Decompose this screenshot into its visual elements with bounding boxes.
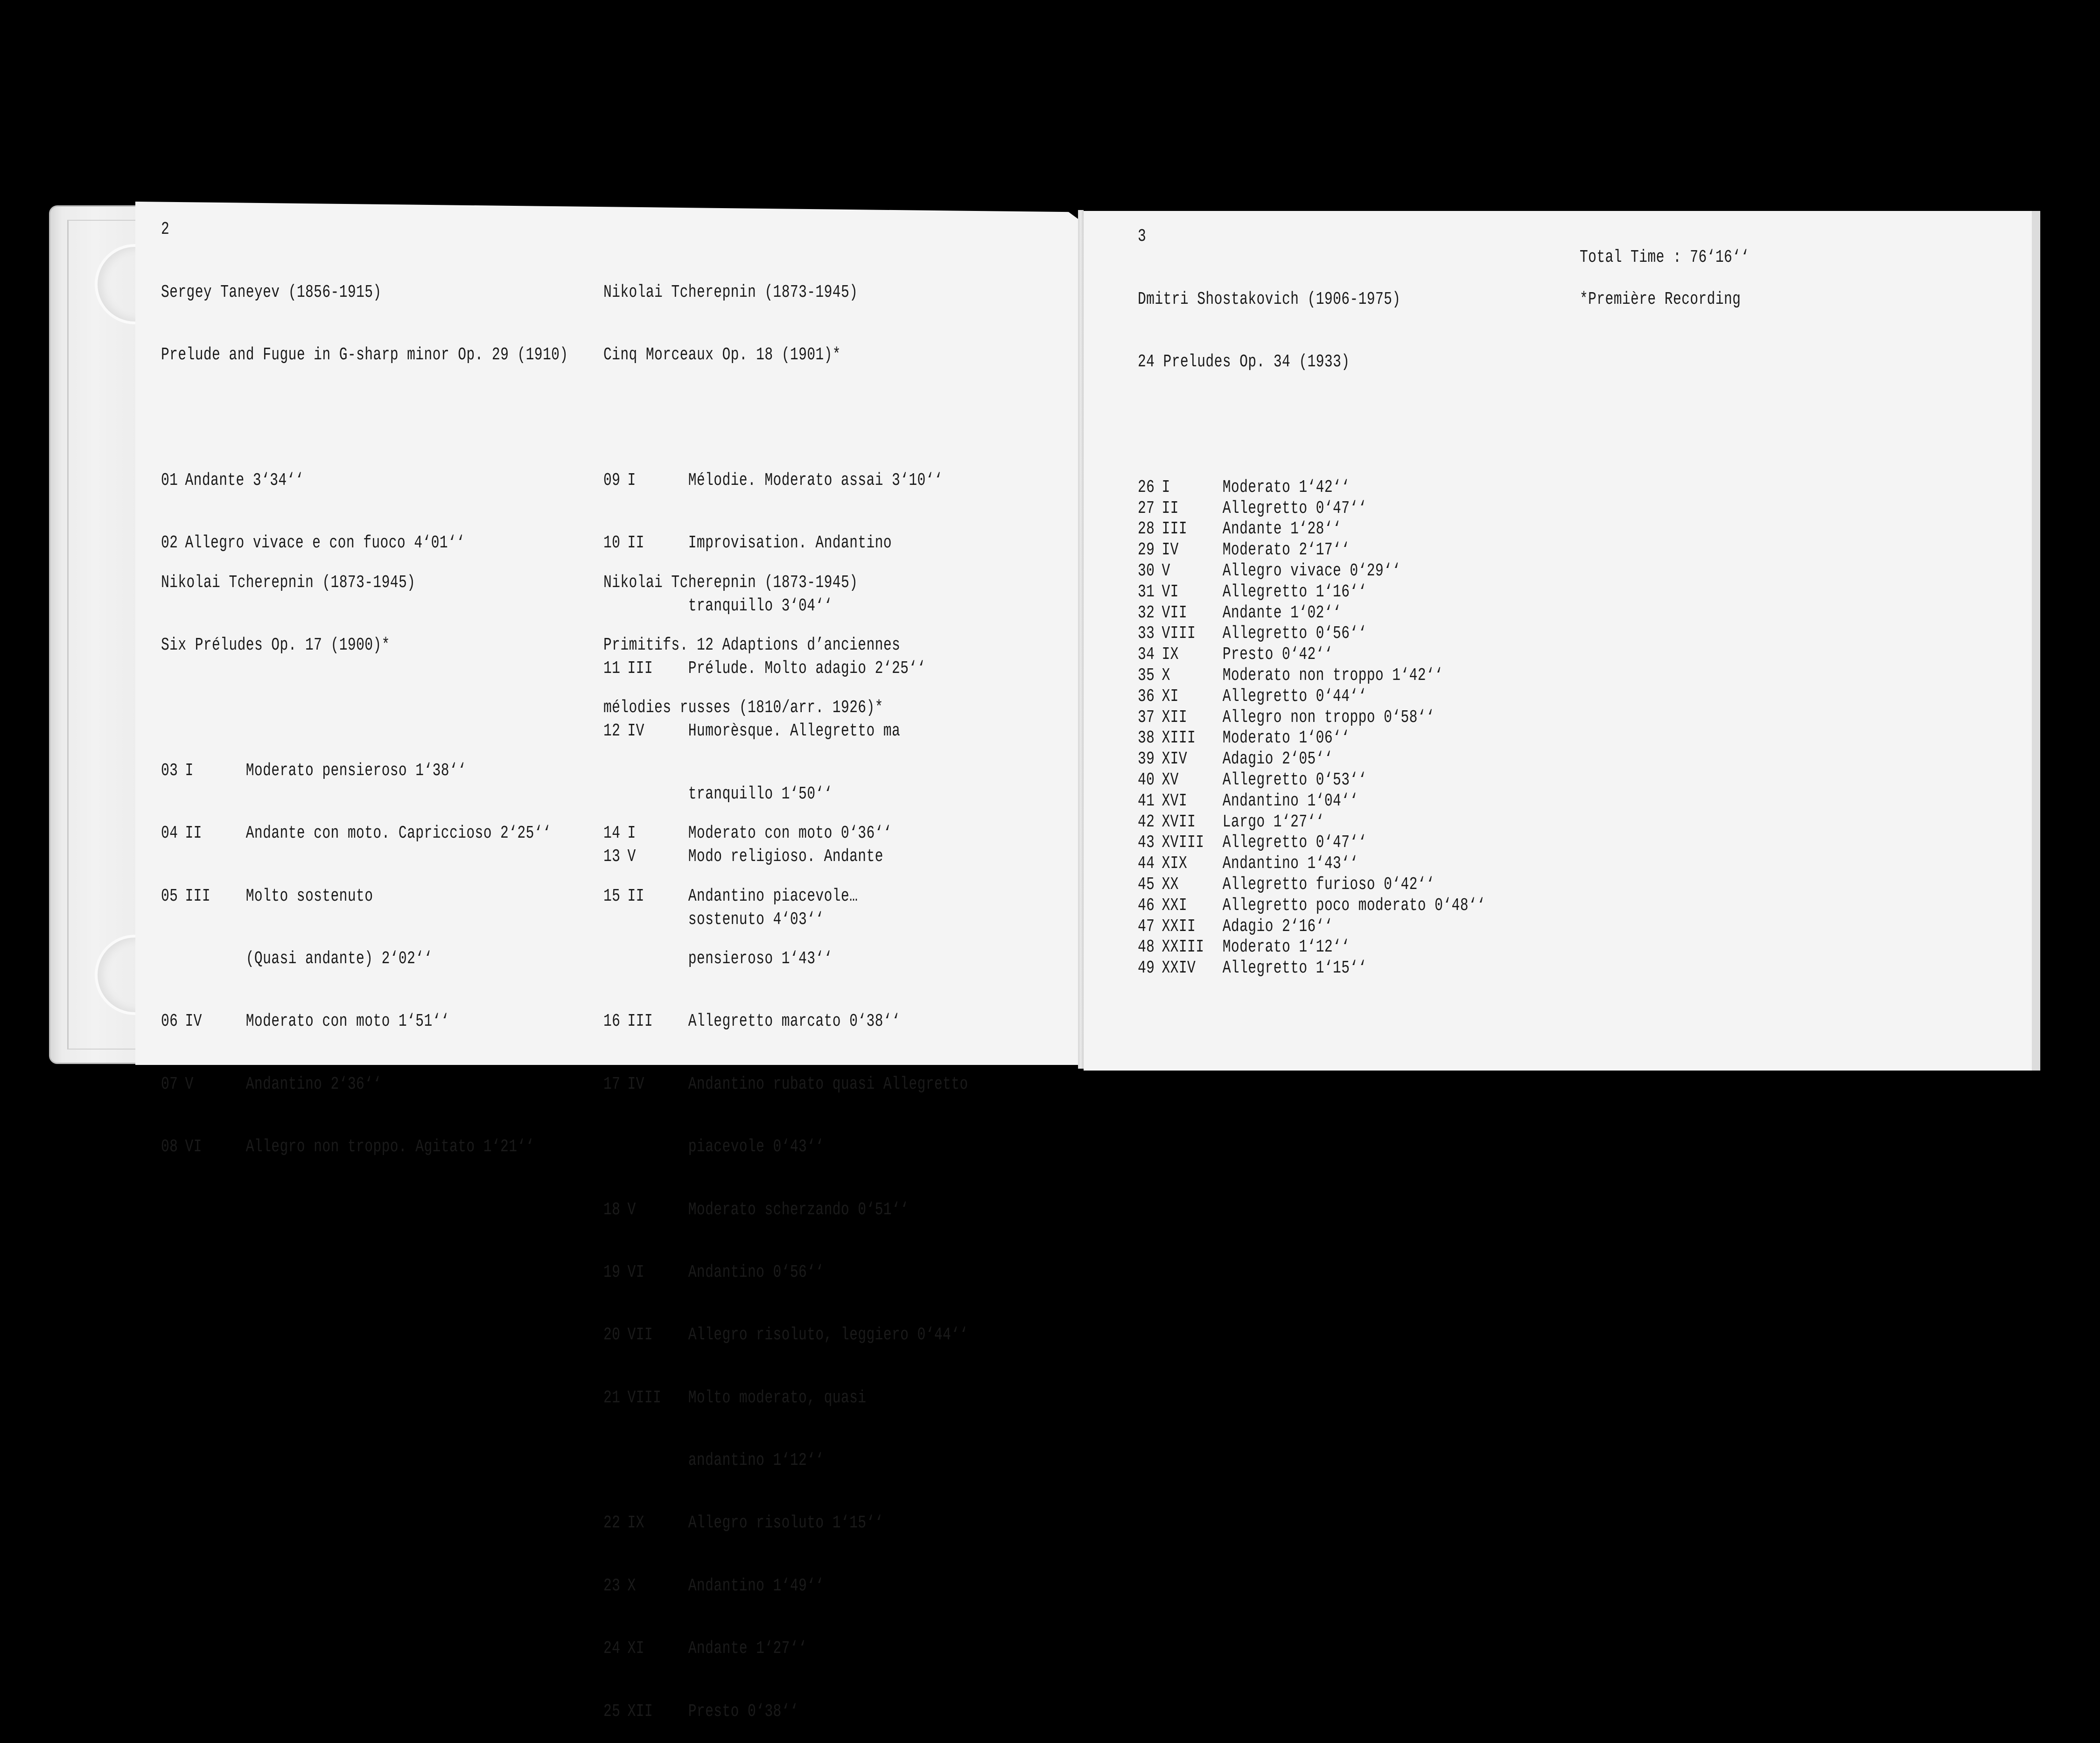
work-title: Cinq Morceaux Op. 18 (1901)* [603,344,841,365]
track-row: 39 XIV Adagio 2‘05‘‘ [1138,749,1333,770]
track-row-cont: tranquillo 3‘04‘‘ [688,595,833,616]
premiere-footnote: *Première Recording [1580,289,1741,309]
track-row: 24 XI Andante 1‘27‘‘ [603,1638,807,1659]
track-row-cont: andantino 1‘12‘‘ [688,1450,824,1471]
track-row: 15 II Andantino piacevole… [603,886,858,906]
track-row: 13 V Modo religioso. Andante [603,847,883,867]
track-row: 04 II Andante con moto. Capriccioso 2‘25‘‘ [161,823,552,844]
composer-heading: Sergey Taneyev (1856-1915) [161,282,382,302]
track-row: 01 Andante 3‘34‘‘ [161,470,304,490]
track-row-cont: piacevole 0‘43‘‘ [688,1137,824,1157]
track-row: 31 VI Allegretto 1‘16‘‘ [1138,581,1367,602]
track-row: 02 Allegro vivace e con fuoco 4‘01‘‘ [161,533,465,553]
track-row: 40 XV Allegretto 0‘53‘‘ [1138,770,1367,790]
page-number-left: 2 [161,219,170,239]
section-shostakovich [1138,247,1486,1000]
booklet-spine [1078,210,1084,1069]
track-row: 19 VI Andantino 0‘56‘‘ [603,1262,824,1282]
track-row: 48 XXIII Moderato 1‘12‘‘ [1138,937,1350,958]
work-title-cont: mélodies russes (1810/arr. 1926)* [603,698,883,718]
track-row: 05 III Molto sostenuto [161,886,373,906]
composer-heading: Nikolai Tcherepnin (1873-1945) [603,282,858,302]
composer-heading: Dmitri Shostakovich (1906-1975) [1138,289,1401,309]
track-row: 16 III Allegretto marcato 0‘38‘‘ [603,1011,901,1032]
work-title: Six Préludes Op. 17 (1900)* [161,635,390,655]
track-row: 06 IV Moderato con moto 1‘51‘‘ [161,1011,449,1032]
section-six-preludes [161,531,552,1179]
composer-heading: Nikolai Tcherepnin (1873-1945) [161,572,416,593]
composer-heading: Nikolai Tcherepnin (1873-1945) [603,572,858,593]
track-row: 26 I Moderato 1‘42‘‘ [1138,477,1350,497]
track-row: 33 VIII Allegretto 0‘56‘‘ [1138,623,1367,644]
track-row: 17 IV Andantino rubato quasi Allegretto [603,1074,968,1094]
track-row: 30 V Allegro vivace 0‘29‘‘ [1138,560,1401,581]
track-row: 07 V Andantino 2‘36‘‘ [161,1074,382,1094]
work-title: 24 Preludes Op. 34 (1933) [1138,351,1350,372]
track-row: 29 IV Moderato 2‘17‘‘ [1138,540,1350,560]
track-row: 14 I Moderato con moto 0‘36‘‘ [603,823,892,844]
track-row: 21 VIII Molto moderato, quasi [603,1387,867,1408]
track-row: 09 I Mélodie. Moderato assai 3‘10‘‘ [603,470,943,490]
track-row: 41 XVI Andantino 1‘04‘‘ [1138,791,1358,811]
track-row: 10 II Improvisation. Andantino [603,533,892,553]
track-row: 35 X Moderato non troppo 1‘42‘‘ [1138,665,1443,686]
track-row: 38 XIII Moderato 1‘06‘‘ [1138,728,1350,749]
track-row: 03 I Moderato pensieroso 1‘38‘‘ [161,760,467,781]
page-number-right: 3 [1138,226,1147,246]
track-row: 32 VII Andante 1‘02‘‘ [1138,602,1342,623]
track-row: 08 VI Allegro non troppo. Agitato 1‘21‘‘ [161,1137,534,1157]
track-row: 18 V Moderato scherzando 0‘51‘‘ [603,1199,909,1220]
track-row-cont: (Quasi andante) 2‘02‘‘ [245,948,433,969]
section-primitifs [603,531,968,1743]
section-taneyev [161,240,568,575]
track-row: 43 XVIII Allegretto 0‘47‘‘ [1138,833,1367,853]
track-row: 46 XXI Allegretto poco moderato 0‘48‘‘ [1138,895,1486,916]
track-row: 45 XX Allegretto furioso 0‘42‘‘ [1138,874,1435,895]
track-row: 27 II Allegretto 0‘47‘‘ [1138,498,1367,518]
work-title: Primitifs. 12 Adaptions d’anciennes [603,635,901,655]
track-row: 22 IX Allegro risoluto 1‘15‘‘ [603,1513,883,1533]
track-row: 36 XI Allegretto 0‘44‘‘ [1138,686,1367,707]
track-row-cont: sostenuto 4‘03‘‘ [688,909,824,930]
track-row: 23 X Andantino 1‘49‘‘ [603,1575,824,1596]
total-time: Total Time : 76‘16‘‘ [1580,247,1750,267]
track-row: 11 III Prélude. Molto adagio 2‘25‘‘ [603,658,926,679]
track-row: 49 XXIV Allegretto 1‘15‘‘ [1138,958,1367,979]
track-row: 34 IX Presto 0‘42‘‘ [1138,644,1333,665]
work-title: Prelude and Fugue in G-sharp minor Op. 29 (1910) [161,344,568,365]
track-row-cont: tranquillo 1‘50‘‘ [688,784,833,804]
track-row: 37 XII Allegro non troppo 0‘58‘‘ [1138,707,1435,728]
track-row: 20 VII Allegro risoluto, leggiero 0‘44‘‘ [603,1325,968,1345]
track-row: 28 III Andante 1‘28‘‘ [1138,519,1342,539]
track-row-cont: pensieroso 1‘43‘‘ [688,948,833,969]
track-row: 44 XIX Andantino 1‘43‘‘ [1138,854,1358,874]
track-row: 42 XVII Largo 1‘27‘‘ [1138,812,1324,832]
track-row: 25 XII Presto 0‘38‘‘ [603,1701,799,1722]
track-row: 12 IV Humorèsque. Allegretto ma [603,721,901,742]
track-row: 47 XXII Adagio 2‘16‘‘ [1138,916,1333,937]
